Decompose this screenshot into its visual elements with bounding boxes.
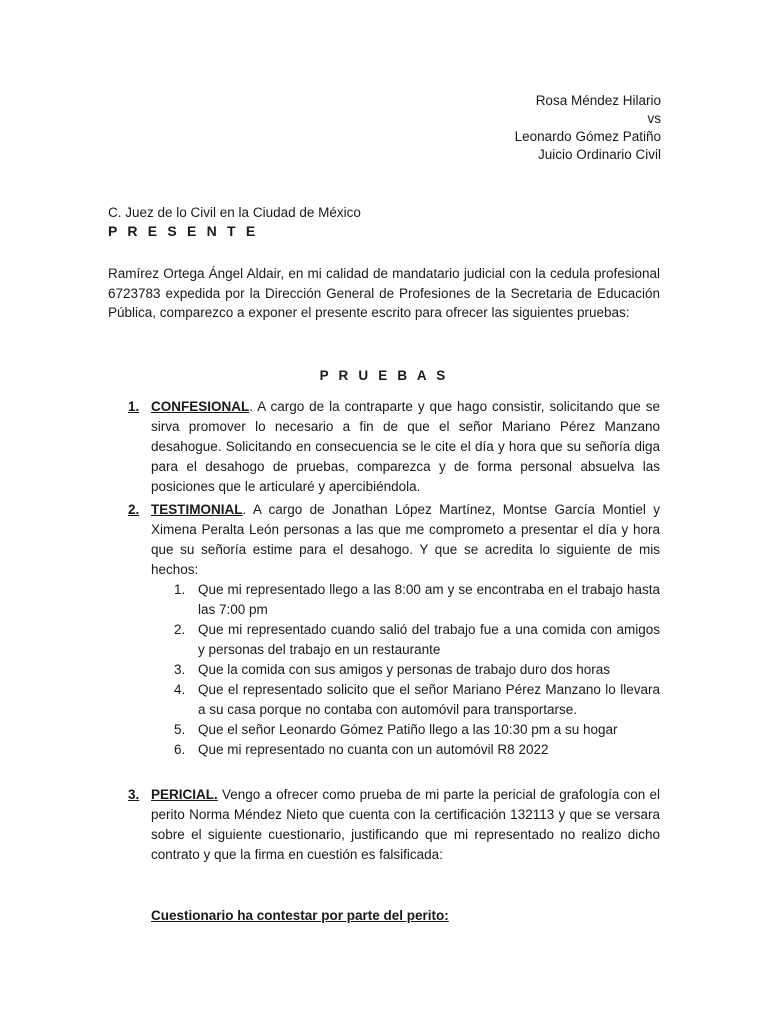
plaintiff-name: Rosa Méndez Hilario [535, 93, 661, 108]
item-text: Vengo a ofrecer como prueba de mi parte la pericial de grafología con el perito Norma Méndez Nieto que cuenta con la certificación 132113 y que se versara sobre el siguiente cuestionario, justificando que mi representado no realizo dicho contrato y que la firma en cuestión es falsificada: [151, 787, 660, 862]
fact-item [174, 660, 660, 680]
item-heading: CONFESIONAL [151, 399, 250, 414]
addressee-block [108, 204, 361, 240]
presente-heading: P R E S E N T E [108, 223, 259, 239]
fact-number: 6. [174, 742, 186, 757]
fact-item [174, 580, 660, 620]
fact-item [174, 720, 660, 740]
fact-number: 1. [174, 582, 186, 597]
fact-text: Que la comida con sus amigos y personas de trabajo duro dos horas [198, 662, 610, 677]
item-number: 3. [128, 787, 140, 802]
fact-text: Que mi representado cuando salió del trabajo fue a una comida con amigos y personas del trabajo en un restaurante [198, 622, 660, 657]
fact-number: 2. [174, 622, 186, 637]
fact-item [174, 740, 660, 760]
questionnaire-heading: Cuestionario ha contestar por parte del perito: [151, 908, 449, 923]
item-heading: TESTIMONIAL [151, 502, 243, 517]
evidence-item-pericial [128, 785, 660, 865]
fact-text: Que mi representado no cuanta con un automóvil R8 2022 [198, 742, 549, 757]
case-caption [515, 92, 661, 164]
item-body [151, 397, 660, 497]
fact-number: 3. [174, 662, 186, 677]
fact-item [174, 620, 660, 660]
item-text: . A cargo de la contraparte y que hago consistir, solicitando que se sirva promover lo necesario a fin de que el señor Mariano Pérez Manzano desahogue. Solicitando en consecuencia se le cite el día y hora que su señoría diga para el desahogo de pruebas, comparezca y de forma personal absuelva las posiciones que le articularé y apercibiéndola. [151, 399, 660, 494]
facts-list [174, 580, 660, 760]
fact-text: Que mi representado llego a las 8:00 am y se encontraba en el trabajo hasta las 7:00 pm [198, 582, 660, 617]
fact-item [174, 680, 660, 720]
evidence-item-confesional [128, 397, 660, 497]
pruebas-heading: P R U E B A S [319, 368, 449, 383]
case-type: Juicio Ordinario Civil [537, 147, 661, 162]
defendant-name: Leonardo Gómez Patiño [514, 129, 661, 144]
item-text: . A cargo de Jonathan López Martínez, Montse García Montiel y Ximena Peralta León personas a las que me comprometo a presentar el día y hora que su señoría estime para el desahogo. Y que se acredita lo siguiente de mis hechos: [151, 502, 660, 577]
evidence-item-testimonial [128, 500, 660, 580]
item-number: 2. [128, 502, 140, 517]
fact-text: Que el señor Leonardo Gómez Patiño llego a las 10:30 pm a su hogar [198, 722, 618, 737]
judge-line: C. Juez de lo Civil en la Ciudad de México [108, 205, 361, 220]
fact-number: 4. [174, 682, 186, 697]
versus-label: vs [647, 111, 661, 126]
fact-text: Que el representado solicito que el señor Mariano Pérez Manzano lo llevara a su casa porque no contaba con automóvil para transportarse. [198, 682, 660, 717]
intro-paragraph: Ramírez Ortega Ángel Aldair, en mi calidad de mandatario judicial con la cedula profesional 6723783 expedida por la Dirección General de Profesiones de la Secretaria de Educación Pública, comparezco a exponer el presente escrito para ofrecer las siguientes pruebas: [108, 266, 660, 320]
item-body [151, 500, 660, 580]
fact-number: 5. [174, 722, 186, 737]
item-body [151, 785, 660, 865]
item-number: 1. [128, 399, 140, 414]
item-heading: PERICIAL. [151, 787, 218, 802]
